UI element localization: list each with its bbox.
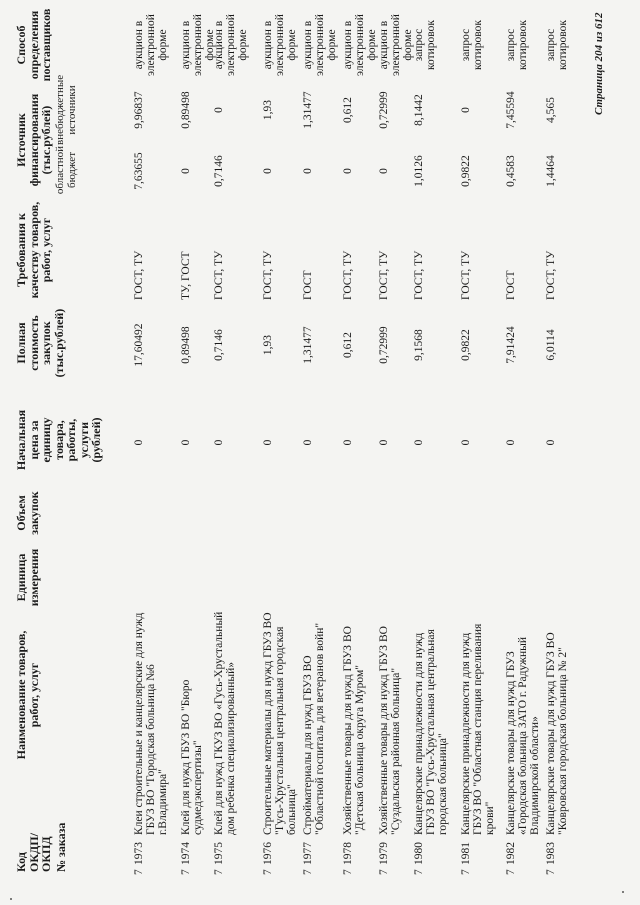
cell-total: 1,93 [262,334,274,356]
cell-kod: 7 [133,869,145,875]
cell-method: запрос котировок [505,20,529,70]
cell-kod: 7 [413,869,425,875]
cell-total: 1,31477 [302,326,314,364]
cell-name: Хозяйственные товары для нужд ГБУЗ ВО "Детская больница округа Муром" [342,626,366,835]
header-unit: Единица измерения [14,548,41,607]
cell-num: 1978 [342,842,354,865]
cell-num: 1979 [378,842,390,865]
cell-num: 1980 [413,842,425,865]
cell-extra: 1,93 [262,99,274,121]
scan-speck [10,898,12,900]
cell-total: 6,0114 [545,329,557,361]
cell-name: Клей для нужд ГКУЗ ВО «Гусь-Хрустальный дом ребенка специализированный» [213,611,237,835]
cell-regional: 0 [342,168,354,174]
cell-num: 1977 [302,842,314,865]
cell-req: ГОСТ [302,270,314,300]
cell-extra: 9,96837 [133,91,145,129]
cell-method: запрос котировок [413,20,437,70]
cell-price: 0 [545,439,557,446]
cell-req: ГОСТ [505,270,517,300]
cell-regional: 0 [180,168,192,174]
cell-regional: 1,0126 [413,155,425,187]
cell-num: 1975 [213,842,225,865]
cell-total: 0,9822 [460,329,472,361]
header-kod: Код ОКДП/ ОКПД [14,833,53,872]
cell-req: ГОСТ, ТУ [213,250,225,300]
cell-req: ГОСТ, ТУ [413,250,425,300]
cell-req: ГОСТ, ТУ [378,250,390,300]
cell-name: Канцелярские товары для нужд ГБУЗ «Городская больница ЗАТО г. Радужный Владимирской области» [505,636,541,835]
cell-kod: 7 [460,869,472,875]
cell-regional: 0,9822 [460,155,472,187]
cell-req: ГОСТ, ТУ [262,250,274,300]
cell-kod: 7 [180,869,192,875]
cell-total: 9,1568 [413,329,425,361]
cell-method: запрос котировок [545,20,569,70]
cell-regional: 0 [378,168,390,174]
cell-num: 1981 [460,842,472,865]
cell-regional: 0 [302,168,314,174]
cell-name: Канцелярские принадлежности для нужд ГБУЗ ВО "Областная станция переливания крови" [460,623,496,835]
cell-regional: 0,4583 [505,155,517,187]
cell-price: 0 [413,439,425,446]
cell-kod: 7 [505,869,517,875]
cell-total: 0,612 [342,332,354,358]
cell-method: аукцион в электронной форме [213,14,249,76]
cell-name: Хозяйственные товары для нужд ГБУЗ ВО "Суздальская районная больница" [378,626,402,835]
cell-method: аукцион в электронной форме [262,14,298,76]
header-zakaz: № заказа [54,822,68,872]
cell-kod: 7 [342,869,354,875]
cell-name: Стройматериалы для нужд ГБУЗ ВО "Областной госпиталь для ветеранов войн" [302,622,326,835]
cell-regional: 1,4464 [545,155,557,187]
cell-price: 0 [133,439,145,446]
cell-price: 0 [213,439,225,446]
cell-name: Строительные материалы для нужд ГБУЗ ВО "Гусь-Хрустальная центральная городская больница" [262,612,298,835]
cell-num: 1976 [262,842,274,865]
cell-total: 0,89498 [180,326,192,364]
cell-extra: 0,72999 [378,91,390,129]
cell-kod: 7 [213,869,225,875]
scan-speck [622,891,624,893]
cell-total: 0,7146 [213,329,225,361]
cell-kod: 7 [545,869,557,875]
cell-num: 1983 [545,842,557,865]
header-volume: Объем закупок [14,491,41,535]
cell-price: 0 [342,439,354,446]
cell-name: Клей для нужд ГБУЗ ВО "Бюро судмедэкспертизы" [180,679,204,835]
cell-price: 0 [262,439,274,446]
cell-num: 1982 [505,842,517,865]
cell-req: ГОСТ, ТУ [545,250,557,300]
cell-kod: 7 [262,869,274,875]
cell-extra: 8,1442 [413,94,425,126]
cell-extra: 1,31477 [302,91,314,129]
cell-extra: 0,89498 [180,91,192,129]
cell-price: 0 [505,439,517,446]
cell-extra: 7,45594 [505,91,517,129]
header-requirements: Требования к качеству товаров, работ, услуг [14,201,53,299]
page-footer: Страница 204 из 612 [593,12,605,115]
header-method: Способ определения поставщиков [14,8,53,82]
cell-req: ГОСТ, ТУ [460,250,472,300]
cell-extra: 0 [460,107,472,113]
cell-name: Канцелярские товары для нужд ГБУЗ ВО "Ковровская городская больница № 2" [545,632,569,835]
cell-kod: 7 [302,869,314,875]
header-name: Наименование товаров, работ, услуг [14,630,41,760]
cell-regional: 0,7146 [213,155,225,187]
cell-method: запрос котировок [460,20,484,70]
cell-total: 0,72999 [378,326,390,364]
header-price: Начальная цена за единицу товара, работы, услуги (рублей) [14,409,103,471]
cell-kod: 7 [378,869,390,875]
cell-regional: 0 [262,168,274,174]
cell-req: ТУ, ГОСТ [180,251,192,300]
cell-method: аукцион в электронной форме [133,14,169,76]
cell-num: 1974 [180,842,192,865]
cell-num: 1973 [133,842,145,865]
cell-req: ГОСТ, ТУ [133,250,145,300]
cell-method: аукцион в электронной форме [180,14,216,76]
cell-regional: 7,63655 [133,152,145,190]
cell-extra: 0 [213,107,225,113]
cell-total: 17,60492 [133,323,145,367]
cell-price: 0 [180,439,192,446]
cell-name: Клеи строительные и канцелярские для нужд ГБУЗ ВО "Городская больница №6 г.Владимира" [133,612,169,835]
cell-total: 7,91424 [505,326,517,364]
cell-method: аукцион в электронной форме [378,14,414,76]
cell-price: 0 [378,439,390,446]
header-total: Полная стоимость закупок (тыс.рублей) [14,308,66,378]
cell-method: аукцион в электронной форме [302,14,338,76]
cell-method: аукцион в электронной форме [342,14,378,76]
cell-name: Канцелярские принадлежности для нужд ГБУЗ ВО "Гусь-Хрустальная центральная городская больница" [413,629,449,835]
cell-price: 0 [460,439,472,446]
header-financing: Источник финансирования (тыс.рублей) [14,93,53,187]
cell-extra: 4,565 [545,97,557,123]
cell-req: ГОСТ, ТУ [342,250,354,300]
cell-price: 0 [302,439,314,446]
cell-extra: 0,612 [342,97,354,123]
header-fin-regional: областной бюджет [54,145,78,195]
header-fin-extra: внебюджетные источники [54,74,78,145]
